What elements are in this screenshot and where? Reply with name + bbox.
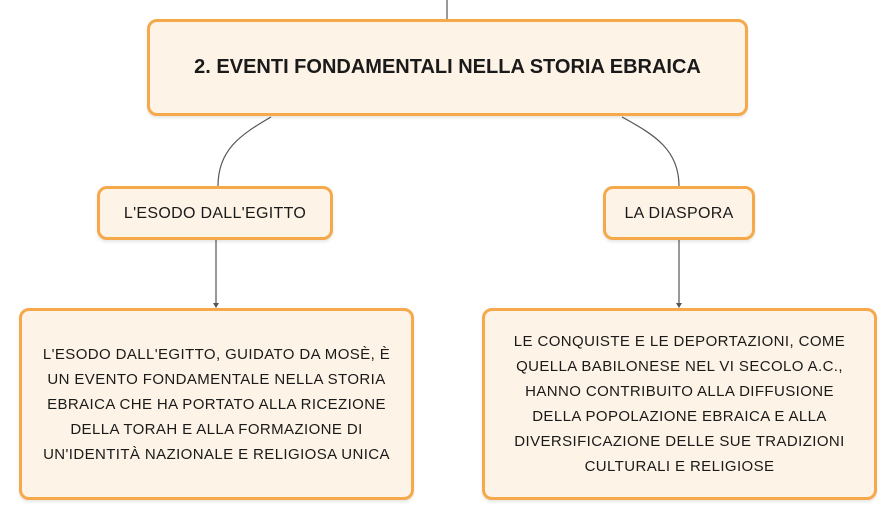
main-topic-node[interactable] xyxy=(147,19,748,116)
description-line: QUELLA BABILONESE NEL VI SECOLO A.C., xyxy=(516,358,843,375)
subtopic-node-esodo[interactable] xyxy=(97,186,333,240)
description-text-esodo xyxy=(43,342,390,467)
main-topic-title: 2. EVENTI FONDAMENTALI NELLA STORIA EBRAICA xyxy=(194,56,701,78)
description-line: HANNO CONTRIBUITO ALLA DIFFUSIONE xyxy=(525,383,834,400)
subtopic-label-diaspora: LA DIASPORA xyxy=(624,205,734,222)
description-line: UN'IDENTITÀ NAZIONALE E RELIGIOSA UNICA xyxy=(43,445,390,463)
connector-main-to-diaspora xyxy=(622,117,679,186)
description-line: DELLA TORAH E ALLA FORMAZIONE DI xyxy=(70,420,363,438)
connector-main-to-esodo xyxy=(218,117,271,186)
description-line: L'ESODO DALL'EGITTO, GUIDATO DA MOSÈ, È xyxy=(42,345,391,363)
description-line: DIVERSIFICAZIONE DELLE SUE TRADIZIONI xyxy=(514,433,845,450)
description-line: DELLA POPOLAZIONE EBRAICA E ALLA xyxy=(532,408,827,425)
description-line: UN EVENTO FONDAMENTALE NELLA STORIA xyxy=(47,370,386,388)
description-text-diaspora xyxy=(514,329,845,479)
description-line: EBRAICA CHE HA PORTATO ALLA RICEZIONE xyxy=(47,395,386,413)
subtopic-label-esodo: L'ESODO DALL'EGITTO xyxy=(123,205,307,222)
description-node-diaspora[interactable] xyxy=(482,308,877,500)
description-node-esodo[interactable] xyxy=(19,308,414,500)
subtopic-node-diaspora[interactable] xyxy=(603,186,755,240)
description-line: CULTURALI E RELIGIOSE xyxy=(584,458,775,475)
description-line: LE CONQUISTE E LE DEPORTAZIONI, COME xyxy=(513,333,846,350)
